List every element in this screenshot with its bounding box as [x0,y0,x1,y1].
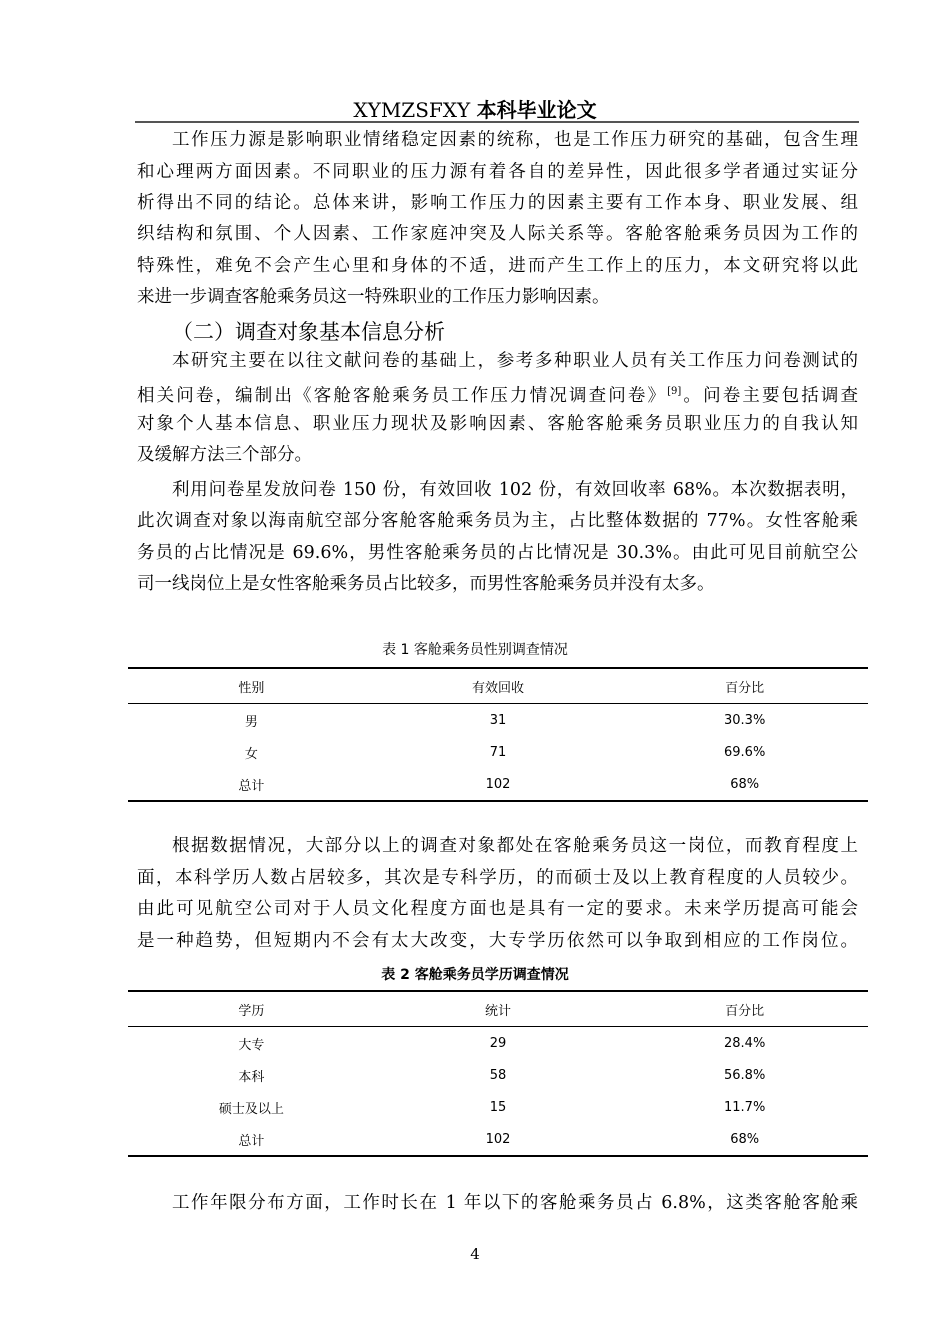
cell: 102 [485,776,511,792]
text-line: 织结构和氛围、个人因素、工作家庭冲突及人际关系等。客舱客舱乘务员因为工作的 [137,224,858,244]
text-line: 利用问卷星发放问卷 150 份，有效回收 102 份，有效回收率 68%。本次数据表明， [172,480,858,500]
cell: 11.7% [724,1099,766,1115]
text-line [137,382,858,406]
column-header: 学历 [128,991,375,1027]
column-header: 百分比 [621,668,868,704]
cell: 102 [485,1131,511,1147]
text-line: 析得出不同的结论。总体来讲，影响工作压力的因素主要有工作本身、职业发展、组 [137,193,858,213]
cell: 31 [489,712,507,728]
text-line: 本研究主要在以往文献问卷的基础上，参考多种职业人员有关工作压力问卷测试的 [172,351,858,371]
citation: [9] [667,386,682,397]
cell: 男 [244,714,258,730]
table-row [128,704,868,737]
table-row [128,1091,868,1123]
table-row [128,1059,868,1091]
text-line: 对象个人基本信息、职业压力现状及影响因素、客舱客舱乘务员职业压力的自我认知 [137,414,858,434]
cell: 总计 [238,778,265,794]
text-line: 及缓解方法三个部分。 [137,445,312,465]
table-header-row [128,991,868,1027]
cell: 女 [244,746,258,762]
text-line: 根据数据情况，大部分以上的调查对象都处在客舱乘务员这一岗位，而教育程度上 [172,836,858,856]
cell: 69.6% [724,744,766,760]
cell: 29 [489,1035,507,1051]
column-header: 统计 [375,991,622,1027]
text-span: 相关问卷，编制出《客舱客舱乘务员工作压力情况调查问卷》 [137,385,668,406]
cell: 28.4% [724,1035,766,1051]
column-header: 有效回收 [375,668,622,704]
text-line: 来进一步调查客舱乘务员这一特殊职业的工作压力影响因素。 [137,287,610,307]
text-span: 。问卷主要包括调查 [681,385,859,406]
text-line: 特殊性，难免不会产生心里和身体的不适，进而产生工作上的压力，本文研究将以此 [137,256,858,276]
cell: 15 [489,1099,507,1115]
text-line: 是一种趋势，但短期内不会有太大改变，大专学历依然可以争取到相应的工作岗位。 [137,931,858,951]
text-line: 工作压力源是影响职业情绪稳定因素的统称，也是工作压力研究的基础，包含生理 [172,130,858,150]
table-row [128,1027,868,1060]
text-line: 务员的占比情况是 69.6%，男性客舱乘务员的占比情况是 30.3%。由此可见目前航空公 [137,543,858,563]
table2-caption: 表 2 客舱乘务员学历调查情况 [381,967,569,983]
cell: 68% [730,1131,760,1147]
table-header-row [128,668,868,704]
table1-caption: 表 1 客舱乘务员性别调查情况 [382,642,568,658]
table2 [128,990,868,1157]
text-line: 此次调查对象以海南航空部分客舱客舱乘务员为主，占比整体数据的 77%。女性客舱乘 [137,511,858,531]
text-line: 由此可见航空公司对于人员文化程度方面也是具有一定的要求。未来学历提高可能会 [137,899,858,919]
page-number: 4 [470,1245,480,1263]
running-header [0,94,950,123]
cell: 71 [489,744,507,760]
cell: 58 [489,1067,507,1083]
table-row [128,736,868,768]
cell: 大专 [238,1037,265,1053]
cell: 总计 [238,1133,265,1149]
header-title: 本科毕业论文 [476,98,597,122]
header-rule [135,121,859,123]
table1 [128,667,868,802]
table-row [128,768,868,801]
text-line: 和心理两方面因素。不同职业的压力源有着各自的差异性，因此很多学者通过实证分 [137,162,858,182]
cell: 30.3% [724,712,766,728]
column-header: 百分比 [621,991,868,1027]
text-line: 司一线岗位上是女性客舱乘务员占比较多，而男性客舱乘务员并没有太多。 [137,574,715,594]
cell: 68% [730,776,760,792]
cell: 本科 [238,1069,265,1085]
header-latin: XYMZSFXY [353,98,471,122]
cell: 硕士及以上 [218,1101,284,1117]
table-row [128,1123,868,1156]
section-heading: （二）调查对象基本信息分析 [172,320,445,344]
text-line: 工作年限分布方面，工作时长在 1 年以下的客舱乘务员占 6.8%，这类客舱客舱乘 [172,1193,858,1213]
column-header: 性别 [128,668,375,704]
text-line: 面，本科学历人数占居较多，其次是专科学历，的而硕士及以上教育程度的人员较少。 [137,868,858,888]
cell: 56.8% [724,1067,766,1083]
